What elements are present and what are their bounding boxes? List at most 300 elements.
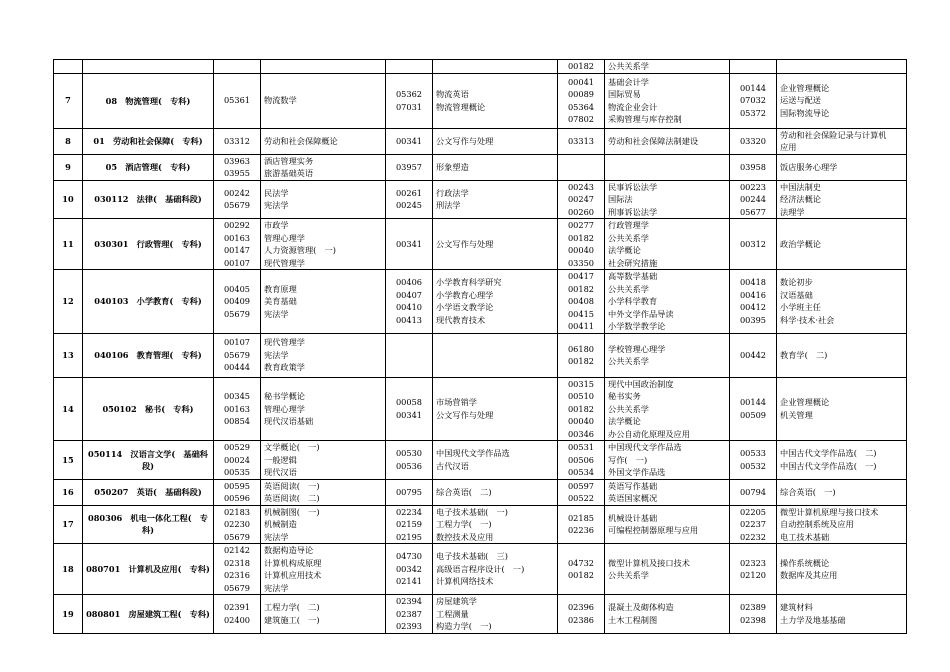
course-name: [433, 154, 558, 180]
course-code-line: 00596: [223, 493, 251, 503]
course-code: [558, 219, 605, 270]
course-name-line: 中国古代文学作品选( 一): [780, 460, 877, 471]
course-name: [605, 595, 730, 634]
course-name: [261, 73, 386, 128]
course-name: [261, 595, 386, 634]
course-code-line: 00522: [567, 493, 595, 503]
course-code-line: 02205: [739, 506, 767, 517]
course-code-line: 00144: [739, 82, 767, 93]
course-name: [433, 219, 558, 270]
course-code-line: 00509: [739, 409, 767, 420]
major-name: 05 酒店管理( 专科): [83, 154, 214, 180]
course-name-line: 综合英语( 二): [436, 486, 492, 497]
course-name-line: 教育学( 二): [780, 349, 828, 360]
course-name-line: 现代汉语基础: [264, 416, 314, 426]
course-code-line: 00409: [223, 296, 251, 306]
course-name: [433, 377, 558, 441]
course-code-line: 06180: [567, 343, 595, 354]
course-name-line: 行政管理学: [608, 220, 649, 230]
course-name-line: 公共关系学: [608, 356, 649, 366]
course-code-line: 02120: [739, 570, 767, 580]
course-name-line: 操作系统概论: [780, 557, 830, 568]
course-code-line: 02396: [567, 602, 595, 613]
course-code: [558, 595, 605, 634]
course-code-line: 07031: [395, 101, 423, 112]
course-code-line: 00412: [739, 302, 767, 313]
course-name-line: 房屋建筑学: [436, 596, 477, 606]
course-code-line: 02159: [395, 519, 423, 529]
course-code-line: 02236: [567, 525, 595, 536]
course-name: [777, 595, 907, 634]
course-name-line: 文学概论( 一): [264, 442, 320, 452]
course-name-line: 人力资源管理( 一): [264, 245, 336, 255]
table-row: [54, 270, 907, 334]
course-name-line: 数据库及其应用: [780, 570, 838, 580]
major-name: 080701 计算机及应用( 专科): [83, 544, 214, 595]
table-row: [54, 154, 907, 180]
course-name-line: 公共关系学: [608, 283, 649, 294]
course-name: [433, 333, 558, 377]
course-code-line: 00395: [739, 314, 767, 325]
course-code: [386, 377, 433, 441]
course-name: [605, 180, 730, 219]
course-code: [386, 219, 433, 270]
major-name: 050207 英语( 基础科段): [83, 479, 214, 505]
course-code-line: 02394: [395, 596, 423, 606]
course-code-line: 00506: [567, 454, 595, 465]
course-code-line: 03350: [567, 257, 595, 268]
course-name-line: 应用: [780, 142, 797, 152]
course-name: [261, 270, 386, 334]
course-code-line: 00795: [395, 486, 423, 497]
course-name-line: 机械设计基础: [608, 512, 658, 523]
course-name: [605, 333, 730, 377]
course-name-line: 公文写作与处理: [436, 238, 494, 249]
course-code: [730, 595, 777, 634]
course-code-line: 00532: [739, 460, 767, 471]
course-code-line: 00223: [739, 181, 767, 192]
course-code-line: 03312: [223, 135, 251, 146]
course-code: [386, 60, 433, 74]
course-name: [433, 180, 558, 219]
course-code-line: 00529: [223, 442, 251, 452]
course-code-line: 00341: [395, 409, 423, 420]
course-name-line: 企业管理概论: [780, 82, 830, 93]
course-name: [777, 333, 907, 377]
course-code-line: 02183: [223, 506, 251, 517]
course-name: [605, 219, 730, 270]
course-code-line: 00410: [395, 302, 423, 313]
course-code-line: 00534: [567, 467, 595, 477]
course-code-line: 00312: [739, 238, 767, 249]
course-name-line: 可编程控制器原理与应用: [608, 525, 699, 536]
course-code: [558, 544, 605, 595]
course-code-line: 02234: [395, 506, 423, 517]
course-code-line: 02387: [395, 608, 423, 619]
major-name: 080306 机电一体化工程( 专科): [83, 505, 214, 544]
course-code: [558, 505, 605, 544]
course-name-line: 法学概论: [608, 245, 641, 255]
course-code: [386, 154, 433, 180]
course-code-line: 00595: [223, 480, 251, 491]
course-name-line: 科学·技术·社会: [780, 314, 835, 325]
course-name: [605, 73, 730, 128]
course-name-line: 机械制图( 一): [264, 506, 320, 517]
course-name-line: 美育基础: [264, 296, 297, 306]
course-name-line: 高等数学基础: [608, 271, 658, 281]
course-code: [214, 219, 261, 270]
course-code-line: 00182: [567, 356, 595, 366]
row-number: 10: [54, 180, 83, 219]
course-code-line: 02237: [739, 519, 767, 529]
course-code-line: 05361: [223, 95, 251, 106]
course-code: [730, 60, 777, 74]
course-name-line: 小学班主任: [780, 302, 821, 313]
course-name: [261, 128, 386, 154]
course-code-line: 00182: [567, 232, 595, 243]
course-name-line: 国际贸易: [608, 89, 641, 99]
course-name: [605, 544, 730, 595]
course-code-line: 05679: [223, 349, 251, 360]
course-name-line: 英语写作基础: [608, 480, 658, 491]
course-code: [730, 219, 777, 270]
course-name-line: 机械制造: [264, 519, 297, 529]
course-code-line: 00794: [739, 486, 767, 497]
course-name-line: 计算机构成原理: [264, 557, 322, 568]
course-name-line: 公文写作与处理: [436, 409, 494, 420]
course-name-line: 英语阅读( 一): [264, 480, 320, 491]
course-code-line: 03957: [395, 161, 423, 172]
course-name-line: 政治学概论: [780, 238, 821, 249]
course-name-line: 教育政策学: [264, 362, 305, 373]
course-name-line: 宪法学: [264, 349, 289, 360]
course-name: [777, 544, 907, 595]
course-name: [777, 154, 907, 180]
course-code-line: 00182: [567, 283, 595, 294]
table-row: [54, 333, 907, 377]
course-code-line: 03955: [223, 168, 251, 178]
course-name-line: 外国文学作品选: [608, 467, 666, 477]
course-code: [558, 73, 605, 128]
course-name-line: 电子技术基础( 一): [436, 506, 508, 517]
course-name-line: 微型计算机及接口技术: [608, 557, 690, 568]
course-name-line: 电子技术基础( 三): [436, 551, 508, 562]
course-code-line: 00417: [567, 271, 595, 281]
course-code-line: 05679: [223, 582, 251, 593]
course-name-line: 现代汉语: [264, 467, 297, 477]
course-name: [605, 479, 730, 505]
course-name: [261, 333, 386, 377]
course-code: [730, 180, 777, 219]
course-code-line: 05364: [567, 101, 595, 112]
course-name-line: 公共关系学: [608, 61, 649, 71]
course-code-line: 02400: [223, 614, 251, 625]
course-name-line: 中外文学作品导读: [608, 308, 674, 319]
course-name-line: 管理心理学: [264, 403, 305, 414]
course-code-line: 00535: [223, 467, 251, 477]
course-name-line: 刑事诉讼法学: [608, 206, 658, 217]
course-name: [261, 505, 386, 544]
course-code-line: 00536: [395, 460, 423, 471]
course-name: [433, 544, 558, 595]
course-name-line: 社会研究措施: [608, 257, 658, 268]
major-name: 050114 汉语言文学( 基础科段): [83, 441, 214, 480]
course-name-line: 宪法学: [264, 531, 289, 542]
course-name: [433, 73, 558, 128]
course-code-line: 02391: [223, 602, 251, 613]
course-name: [261, 479, 386, 505]
row-number: 13: [54, 333, 83, 377]
course-code: [214, 333, 261, 377]
course-code-line: 00182: [567, 403, 595, 414]
course-code-line: 00533: [739, 448, 767, 459]
table-row: [54, 479, 907, 505]
course-code-line: 00243: [567, 181, 595, 192]
course-name-line: 土力学及地基基础: [780, 614, 846, 625]
course-code: [558, 128, 605, 154]
course-name-line: 宪法学: [264, 200, 289, 211]
course-name: [777, 479, 907, 505]
course-name: [605, 128, 730, 154]
course-code-line: 00242: [223, 187, 251, 198]
course-name-line: 旅游基础英语: [264, 168, 314, 178]
course-code-line: 00244: [739, 194, 767, 204]
course-code-line: 00345: [223, 391, 251, 401]
course-code-line: 02232: [739, 531, 767, 542]
course-name-line: 中国古代文学作品选( 二): [780, 448, 877, 459]
course-code-line: 00163: [223, 232, 251, 243]
course-code: [214, 505, 261, 544]
course-name-line: 小学数学教学论: [608, 321, 666, 331]
course-code: [730, 479, 777, 505]
course-code-line: 00058: [395, 397, 423, 408]
major-name: 050102 秘书( 专科): [83, 377, 214, 441]
course-name: [261, 219, 386, 270]
course-name: [605, 60, 730, 74]
row-number: 17: [54, 505, 83, 544]
row-number: 18: [54, 544, 83, 595]
course-code-line: 00415: [567, 308, 595, 319]
course-code-line: 03313: [567, 135, 595, 146]
course-code-line: 05362: [395, 89, 423, 99]
course-name: [605, 377, 730, 441]
course-name-line: 机关管理: [780, 409, 813, 420]
course-code: [730, 154, 777, 180]
course-code: [386, 270, 433, 334]
course-code-line: 00418: [739, 277, 767, 288]
course-name: [777, 73, 907, 128]
course-name: [433, 128, 558, 154]
course-name-line: 古代汉语: [436, 460, 469, 471]
course-name-line: 秘书实务: [608, 391, 641, 401]
course-code-line: 04732: [567, 557, 595, 568]
course-code-line: 00531: [567, 442, 595, 452]
course-code-line: 05679: [223, 200, 251, 211]
course-code-line: 02389: [739, 602, 767, 613]
table-row: [54, 73, 907, 128]
course-code-line: 02142: [223, 545, 251, 555]
course-code-line: 02230: [223, 519, 251, 529]
course-name: [777, 60, 907, 74]
course-code-line: 00182: [567, 61, 595, 71]
course-code: [386, 128, 433, 154]
course-code-line: 05372: [739, 107, 767, 118]
table-row: [54, 595, 907, 634]
major-name: 030112 法律( 基础科段): [83, 180, 214, 219]
course-name-line: 计算机应用技术: [264, 570, 322, 580]
course-name-line: 民事诉讼法学: [608, 181, 658, 192]
course-name-line: 小学教育心理学: [436, 289, 494, 300]
course-name-line: 公共关系学: [608, 232, 649, 243]
course-name-line: 中国现代文学作品选: [436, 448, 510, 459]
course-name-line: 自动控制系统及应用: [780, 519, 854, 529]
course-code-line: 00346: [567, 428, 595, 439]
course-code-line: 00089: [567, 89, 595, 99]
course-name-line: 现代中国政治制度: [608, 378, 674, 389]
course-name: [433, 505, 558, 544]
course-code-line: 03320: [739, 135, 767, 146]
major-name: 08 物流管理( 专科): [83, 73, 214, 128]
course-name-line: 行政法学: [436, 187, 469, 198]
course-name-line: 劳动和社会保障法制建设: [608, 135, 699, 146]
course-name: [261, 544, 386, 595]
course-code-line: 02398: [739, 614, 767, 625]
course-code-line: 02141: [395, 576, 423, 587]
course-code-line: 00342: [395, 563, 423, 574]
course-code-line: 00405: [223, 283, 251, 294]
course-name-line: 市场营销学: [436, 397, 477, 408]
course-name-line: 办公自动化原理及应用: [608, 428, 690, 439]
course-code-line: 00024: [223, 454, 251, 465]
course-name-line: 工程测量: [436, 608, 469, 619]
course-name: [261, 60, 386, 74]
course-code: [214, 441, 261, 480]
course-code-line: 02386: [567, 614, 595, 625]
course-name-line: 经济法概论: [780, 194, 821, 204]
course-name-line: 计算机网络技术: [436, 576, 494, 587]
course-name-line: 高级语言程序设计( 一): [436, 563, 525, 574]
major-name: 01 劳动和社会保障( 专科): [83, 128, 214, 154]
course-code-line: 02195: [395, 531, 423, 542]
course-name: [605, 154, 730, 180]
row-number: 15: [54, 441, 83, 480]
course-name-line: 管理心理学: [264, 232, 305, 243]
major-name: [83, 60, 214, 74]
course-name: [261, 180, 386, 219]
course-code-line: 00144: [739, 397, 767, 408]
course-code: [730, 377, 777, 441]
course-code-line: 00530: [395, 448, 423, 459]
course-code-line: 00247: [567, 194, 595, 204]
course-code-line: 07032: [739, 95, 767, 106]
course-code-line: 00341: [395, 135, 423, 146]
course-name-line: 市政学: [264, 220, 289, 230]
table-row: [54, 128, 907, 154]
course-name-line: 国际物流导论: [780, 107, 830, 118]
course-name-line: 土木工程制图: [608, 614, 658, 625]
course-code-line: 02318: [223, 557, 251, 568]
course-code-line: 00277: [567, 220, 595, 230]
course-code: [558, 154, 605, 180]
major-name: 030301 行政管理( 专科): [83, 219, 214, 270]
course-name-line: 物流英语: [436, 89, 469, 99]
course-name: [261, 441, 386, 480]
course-code: [386, 180, 433, 219]
course-name-line: 宪法学: [264, 582, 289, 593]
course-code-line: 00444: [223, 362, 251, 373]
course-name: [433, 479, 558, 505]
course-code-line: 00163: [223, 403, 251, 414]
course-code: [558, 60, 605, 74]
course-code: [386, 544, 433, 595]
course-name-line: 公共关系学: [608, 403, 649, 414]
course-name-line: 国际法: [608, 194, 633, 204]
course-name-line: 数论初步: [780, 277, 813, 288]
course-name-line: 采购管理与库存控制: [608, 114, 682, 124]
course-code-line: 02316: [223, 570, 251, 580]
course-name-line: 汉语基础: [780, 289, 813, 300]
course-name-line: 工程力学( 二): [264, 602, 320, 613]
course-code: [558, 180, 605, 219]
course-name-line: 刑法学: [436, 200, 461, 211]
course-code-line: 05679: [223, 531, 251, 542]
course-code-line: 00413: [395, 314, 423, 325]
course-name-line: 电工技术基础: [780, 531, 830, 542]
course-code: [214, 73, 261, 128]
course-name-line: 法理学: [780, 206, 805, 217]
course-name-line: 现代管理学: [264, 337, 305, 348]
course-name-line: 英语国家概况: [608, 493, 658, 503]
course-code: [214, 128, 261, 154]
table-row: [54, 441, 907, 480]
row-number: 8: [54, 128, 83, 154]
course-name-line: 民法学: [264, 187, 289, 198]
course-code-line: 05679: [223, 308, 251, 319]
course-code: [214, 595, 261, 634]
course-name-line: 饭店服务心理学: [780, 161, 838, 172]
course-name-line: 工程力学( 一): [436, 519, 492, 529]
course-name-line: 宪法学: [264, 308, 289, 319]
course-code-line: 00261: [395, 187, 423, 198]
course-code-line: 05677: [739, 206, 767, 217]
course-code: [730, 505, 777, 544]
course-code-line: 00147: [223, 245, 251, 255]
course-code: [558, 441, 605, 480]
course-name-line: 英语阅读( 二): [264, 493, 320, 503]
row-number: 9: [54, 154, 83, 180]
course-name: [777, 128, 907, 154]
course-name-line: 酒店管理实务: [264, 155, 314, 166]
course-code-line: 03958: [739, 161, 767, 172]
course-name-line: 写作( 一): [608, 454, 648, 465]
course-code: [214, 270, 261, 334]
course-code-line: 00411: [567, 321, 595, 331]
course-code-line: 00406: [395, 277, 423, 288]
course-code: [730, 441, 777, 480]
course-code-line: 00407: [395, 289, 423, 300]
row-number: 11: [54, 219, 83, 270]
course-code-line: 00510: [567, 391, 595, 401]
course-name: [777, 219, 907, 270]
course-name-line: 现代教育技术: [436, 314, 486, 325]
course-name: [261, 154, 386, 180]
row-number: [54, 60, 83, 74]
course-name: [777, 270, 907, 334]
course-name: [777, 377, 907, 441]
course-name-line: 数控技术及应用: [436, 531, 494, 542]
course-name-line: 混凝土及砌体构造: [608, 602, 674, 613]
course-code-line: 00292: [223, 220, 251, 230]
